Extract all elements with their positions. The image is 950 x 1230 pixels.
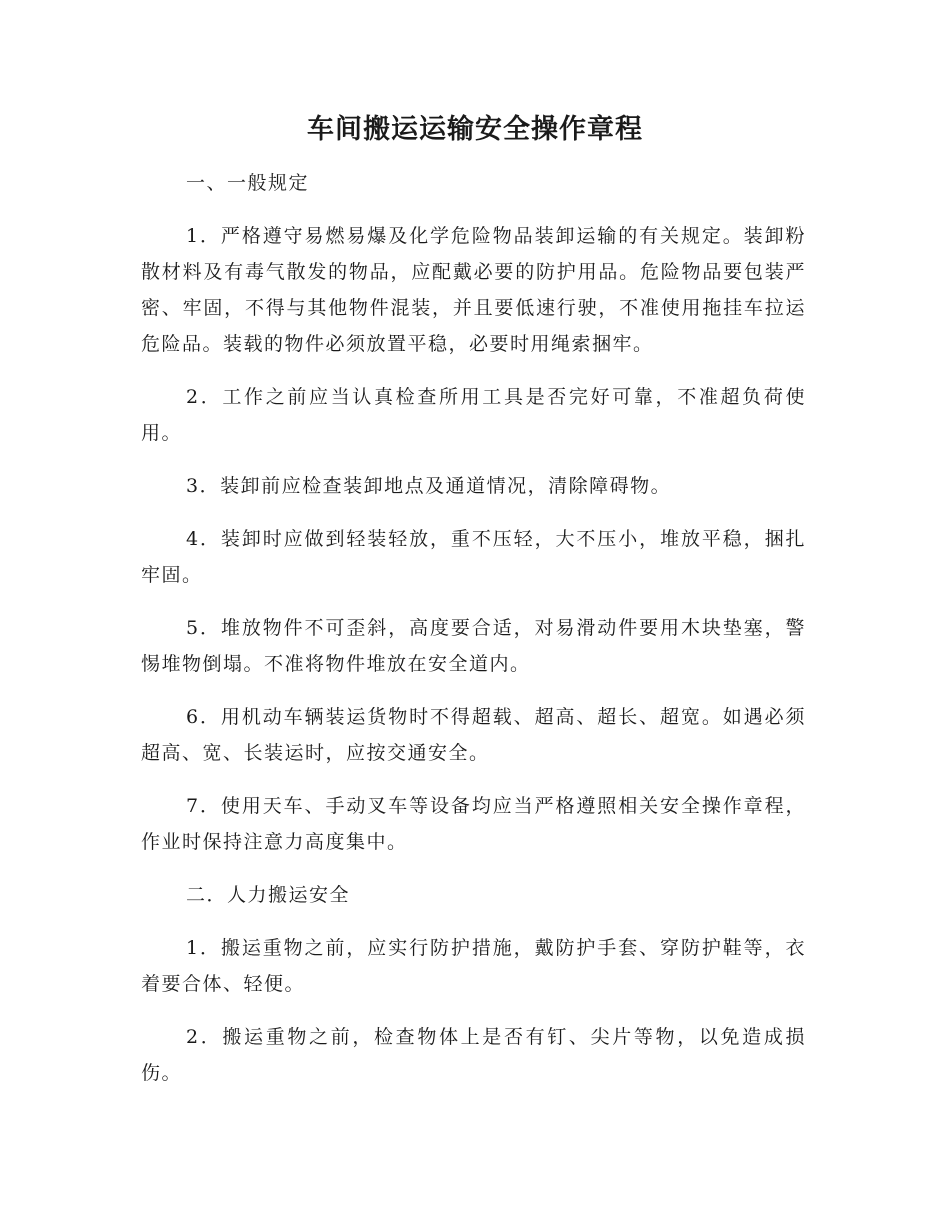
paragraph: 1．严格遵守易燃易爆及化学危险物品装卸运输的有关规定。装卸粉散材料及有毒气散发的物品，应配戴必要的防护用品。危险物品要包装严密、牢固，不得与其他物件混装，并且要低速行驶，不准使用拖挂车拉运危险品。装载的物件必须放置平稳，必要时用绳索捆牢。 — [141, 225, 806, 355]
document-title: 车间搬运运输安全操作章程 — [307, 114, 643, 145]
section-heading-general-rules: 一、一般规定 — [186, 172, 310, 194]
paragraph: 5．堆放物件不可歪斜，高度要合适，对易滑动件要用木块垫塞，警惕堆物倒塌。不准将物件堆放在安全道内。 — [141, 617, 806, 675]
paragraph: 6．用机动车辆装运货物时不得超载、超高、超长、超宽。如遇必须超高、宽、长装运时，应按交通安全。 — [141, 706, 806, 764]
paragraph: 7．使用天车、手动叉车等设备均应当严格遵照相关安全操作章程，作业时保持注意力高度集中。 — [141, 795, 806, 853]
paragraph: 2．搬运重物之前，检查物体上是否有钉、尖片等物，以免造成损伤。 — [141, 1026, 806, 1084]
document-body — [141, 165, 806, 1108]
paragraph: 4．装卸时应做到轻装轻放，重不压轻，大不压小，堆放平稳，捆扎牢固。 — [141, 528, 806, 586]
paragraph: 2．工作之前应当认真检查所用工具是否完好可靠，不准超负荷使用。 — [141, 386, 806, 444]
paragraph: 3．装卸前应检查装卸地点及通道情况，清除障碍物。 — [186, 475, 672, 497]
paragraph: 1．搬运重物之前，应实行防护措施，戴防护手套、穿防护鞋等，衣着要合体、轻便。 — [141, 937, 806, 995]
section-heading-manual-handling: 二．人力搬运安全 — [186, 884, 351, 906]
